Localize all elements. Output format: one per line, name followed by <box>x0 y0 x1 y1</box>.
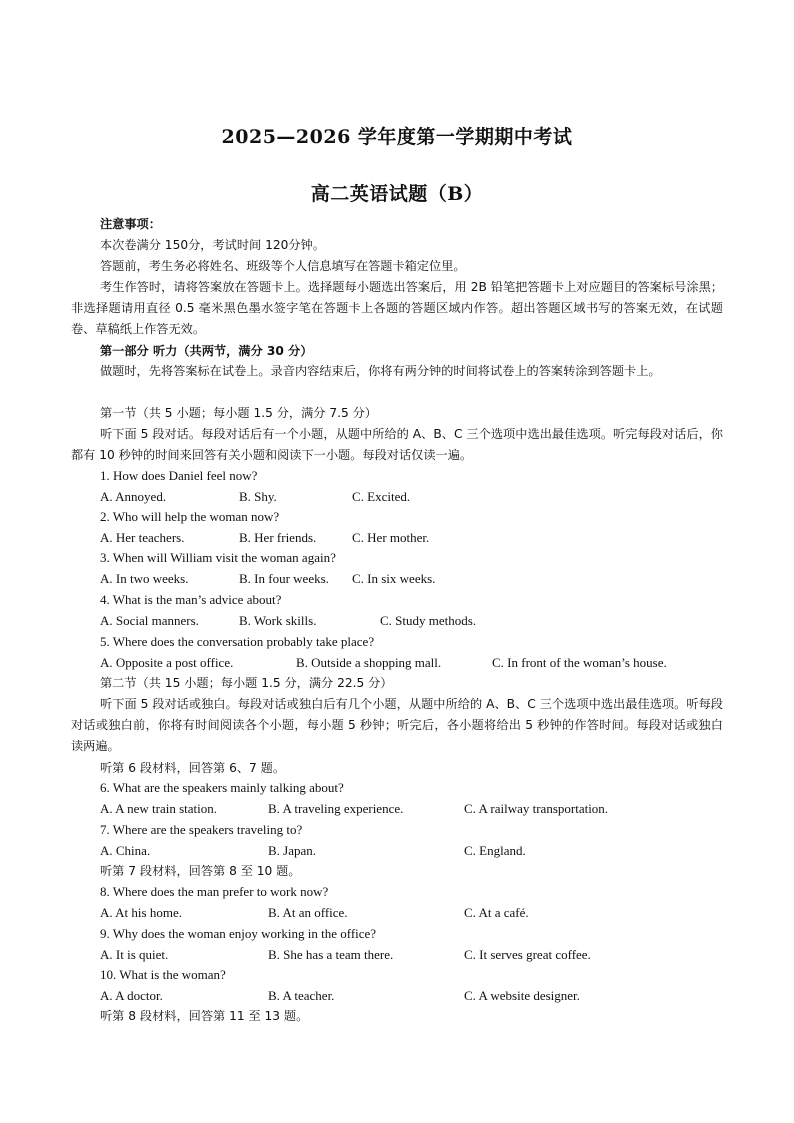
q7-option-b: B. Japan. <box>268 843 317 858</box>
q3-option-a: A. In two weeks. <box>100 571 189 586</box>
note-1: 本次卷满分 150分，考试时间 120分钟。 <box>100 238 325 252</box>
section1-intro: 听下面 5 段对话。每段对话后有一个小题，从题中所给的 A、B、C 三个选项中选出最佳选项。听完每段对话后，你都有 10 秒钟的时间来回答有关小题和阅读下一小题。每段对话仅读一遍。 <box>71 427 723 462</box>
exam-subtitle: 高二英语试题（B） <box>310 183 484 205</box>
q4-option-b: B. Work skills. <box>239 613 317 628</box>
q5-option-b: B. Outside a shopping mall. <box>296 655 442 670</box>
material-7-instruction: 听第 7 段材料，回答第 8 至 10 题。 <box>100 864 301 878</box>
q2-option-b: B. Her friends. <box>239 530 317 545</box>
q4-option-c: C. Study methods. <box>380 613 477 628</box>
question-8: 8. Where does the man prefer to work now? <box>100 884 329 899</box>
question-7: 7. Where are the speakers traveling to? <box>100 822 303 837</box>
notes-heading: 注意事项： <box>100 217 161 231</box>
section1-heading: 第一节（共 5 小题；每小题 1.5 分，满分 7.5 分） <box>100 406 377 420</box>
question-1: 1. How does Daniel feel now? <box>100 468 258 483</box>
question-2: 2. Who will help the woman now? <box>100 509 280 524</box>
part1-intro: 做题时，先将答案标在试卷上。录音内容结束后，你将有两分钟的时间将试卷上的答案转涂到答题卡上。 <box>100 364 661 378</box>
question-9: 9. Why does the woman enjoy working in the office? <box>100 926 377 941</box>
q3-option-c: C. In six weeks. <box>352 571 436 586</box>
q5-option-c: C. In front of the woman’s house. <box>492 655 667 670</box>
q10-option-c: C. A website designer. <box>464 988 580 1003</box>
q7-option-c: C. England. <box>464 843 526 858</box>
section2-intro: 听下面 5 段对话或独白。每段对话或独白后有几个小题，从题中所给的 A、B、C 三个选项中选出最佳选项。听每段对话或独白前，你将有时间阅读各个小题，每小题 5 秒钟；听完后，各小题将给出 5 秒钟的作答时间。每段对话或独白读两遍。 <box>71 697 723 753</box>
question-3: 3. When will William visit the woman again? <box>100 550 336 565</box>
exam-title: 2025—2026 学年度第一学期期中考试 <box>221 126 573 148</box>
q5-option-a: A. Opposite a post office. <box>100 655 234 670</box>
q6-option-c: C. A railway transportation. <box>464 801 609 816</box>
q1-option-c: C. Excited. <box>352 489 411 504</box>
q8-option-b: B. At an office. <box>268 905 348 920</box>
q8-option-c: C. At a café. <box>464 905 529 920</box>
q1-option-a: A. Annoyed. <box>100 489 167 504</box>
q2-option-a: A. Her teachers. <box>100 530 185 545</box>
question-5: 5. Where does the conversation probably take place? <box>100 634 375 649</box>
section2-heading: 第二节（共 15 小题；每小题 1.5 分，满分 22.5 分） <box>100 676 393 690</box>
q1-option-b: B. Shy. <box>239 489 277 504</box>
note-2: 答题前，考生务必将姓名、班级等个人信息填写在答题卡箱定位里。 <box>100 259 466 273</box>
q9-option-a: A. It is quiet. <box>100 947 169 962</box>
q6-option-a: A. A new train station. <box>100 801 217 816</box>
material-6-instruction: 听第 6 段材料，回答第 6、7 题。 <box>100 761 286 775</box>
question-10: 10. What is the woman? <box>100 967 226 982</box>
q4-option-a: A. Social manners. <box>100 613 199 628</box>
question-4: 4. What is the man’s advice about? <box>100 592 282 607</box>
material-8-instruction: 听第 8 段材料，回答第 11 至 13 题。 <box>100 1009 309 1023</box>
q7-option-a: A. China. <box>100 843 151 858</box>
q10-option-a: A. A doctor. <box>100 988 163 1003</box>
q9-option-c: C. It serves great coffee. <box>464 947 591 962</box>
part1-heading: 第一部分 听力（共两节，满分 30 分） <box>100 344 313 358</box>
note-3: 考生作答时，请将答案放在答题卡上。选择题每小题选出答案后，用 2B 铅笔把答题卡上对应题目的答案标号涂黑；非选择题请用直径 0.5 毫米黑色墨水签字笔在答题卡上各题的答题区域内作答。超出答题区域书写的答案无效，在试题卷、草稿纸上作答无效。 <box>71 280 723 336</box>
q8-option-a: A. At his home. <box>100 905 182 920</box>
q2-option-c: C. Her mother. <box>352 530 430 545</box>
question-6: 6. What are the speakers mainly talking about? <box>100 780 344 795</box>
q9-option-b: B. She has a team there. <box>268 947 394 962</box>
q10-option-b: B. A teacher. <box>268 988 335 1003</box>
q6-option-b: B. A traveling experience. <box>268 801 404 816</box>
q3-option-b: B. In four weeks. <box>239 571 329 586</box>
